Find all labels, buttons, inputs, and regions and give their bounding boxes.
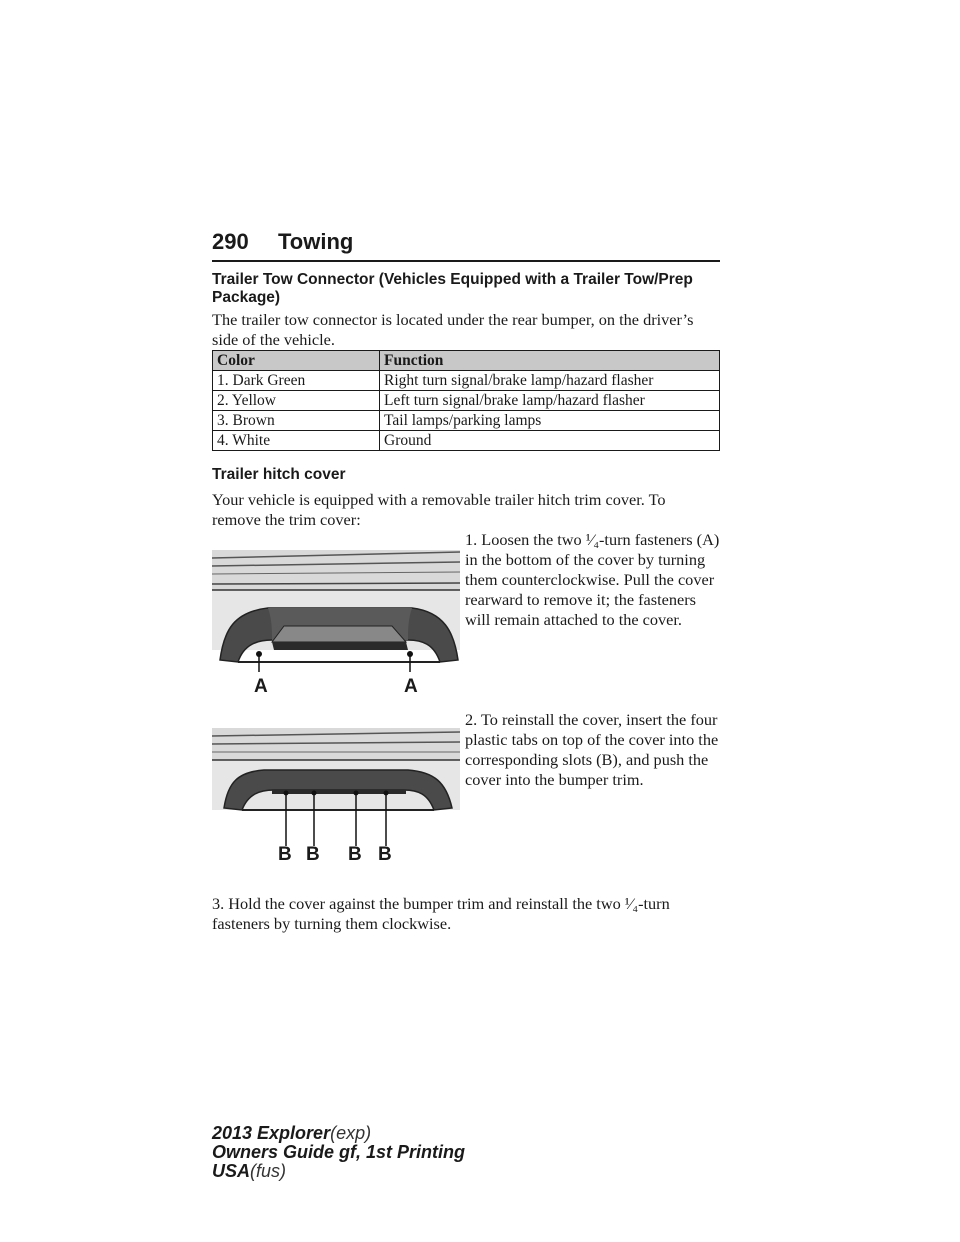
footer-market: USA xyxy=(212,1161,251,1181)
step-1-text: 1. Loosen the two ¹⁄₄-turn fasteners (A) in the bottom of the cover by turning them counterclockwise. Pull the cover rearward to remove it; the fasteners will remain attached to the cover. xyxy=(465,530,720,629)
hitch-cover-slots-illustration xyxy=(212,728,460,878)
table-cell-color: 1. Dark Green xyxy=(213,371,380,391)
page-number: 290 xyxy=(212,229,249,254)
table-header-color: Color xyxy=(213,351,380,371)
callout-label-b: B xyxy=(278,844,292,865)
table-cell-function: Right turn signal/brake lamp/hazard flasher xyxy=(380,371,720,391)
connector-intro: The trailer tow connector is located under the rear bumper, on the driver’s side of the vehicle. xyxy=(212,310,694,349)
table-cell-color: 2. Yellow xyxy=(213,391,380,411)
callout-label-b: B xyxy=(348,844,362,865)
header-rule xyxy=(212,260,720,262)
hitch-cover-heading: Trailer hitch cover xyxy=(212,466,346,483)
wire-color-table xyxy=(212,350,720,451)
table-header-row xyxy=(213,351,720,371)
table-cell-function: Ground xyxy=(380,431,720,451)
connector-heading: Trailer Tow Connector (Vehicles Equipped with a Trailer Tow/Prep Package) xyxy=(212,271,693,306)
document-footer xyxy=(212,1124,612,1181)
callout-label-b: B xyxy=(378,844,392,865)
footer-model: 2013 Explorer xyxy=(212,1123,331,1143)
table-row xyxy=(213,411,720,431)
footer-model-code: (exp) xyxy=(330,1123,372,1143)
table-header-function: Function xyxy=(380,351,720,371)
table-cell-color: 3. Brown xyxy=(213,411,380,431)
page-header xyxy=(212,229,720,259)
callout-label-b: B xyxy=(306,844,320,865)
table-row xyxy=(213,391,720,411)
hitch-cover-illustration xyxy=(212,550,460,700)
table-cell-color: 4. White xyxy=(213,431,380,451)
table-cell-function: Tail lamps/parking lamps xyxy=(380,411,720,431)
step-3-text: 3. Hold the cover against the bumper trim and reinstall the two ¹⁄₄-turn fasteners by turning them clockwise. xyxy=(212,894,670,933)
figure-reinstall-cover xyxy=(212,728,460,878)
figure-remove-cover xyxy=(212,550,460,700)
chapter-title: Towing xyxy=(278,229,354,254)
table-row xyxy=(213,371,720,391)
callout-label-a: A xyxy=(404,676,418,697)
footer-guide: Owners Guide gf, 1st Printing xyxy=(212,1142,466,1162)
callout-label-a: A xyxy=(254,676,268,697)
table-cell-function: Left turn signal/brake lamp/hazard flasher xyxy=(380,391,720,411)
hitch-cover-intro: Your vehicle is equipped with a removable trailer hitch trim cover. To remove the trim cover: xyxy=(212,490,666,529)
table-row xyxy=(213,431,720,451)
footer-market-code: (fus) xyxy=(250,1161,287,1181)
step-2-text: 2. To reinstall the cover, insert the four plastic tabs on top of the cover into the corresponding slots (B), and push the cover into the bumper trim. xyxy=(465,710,719,789)
